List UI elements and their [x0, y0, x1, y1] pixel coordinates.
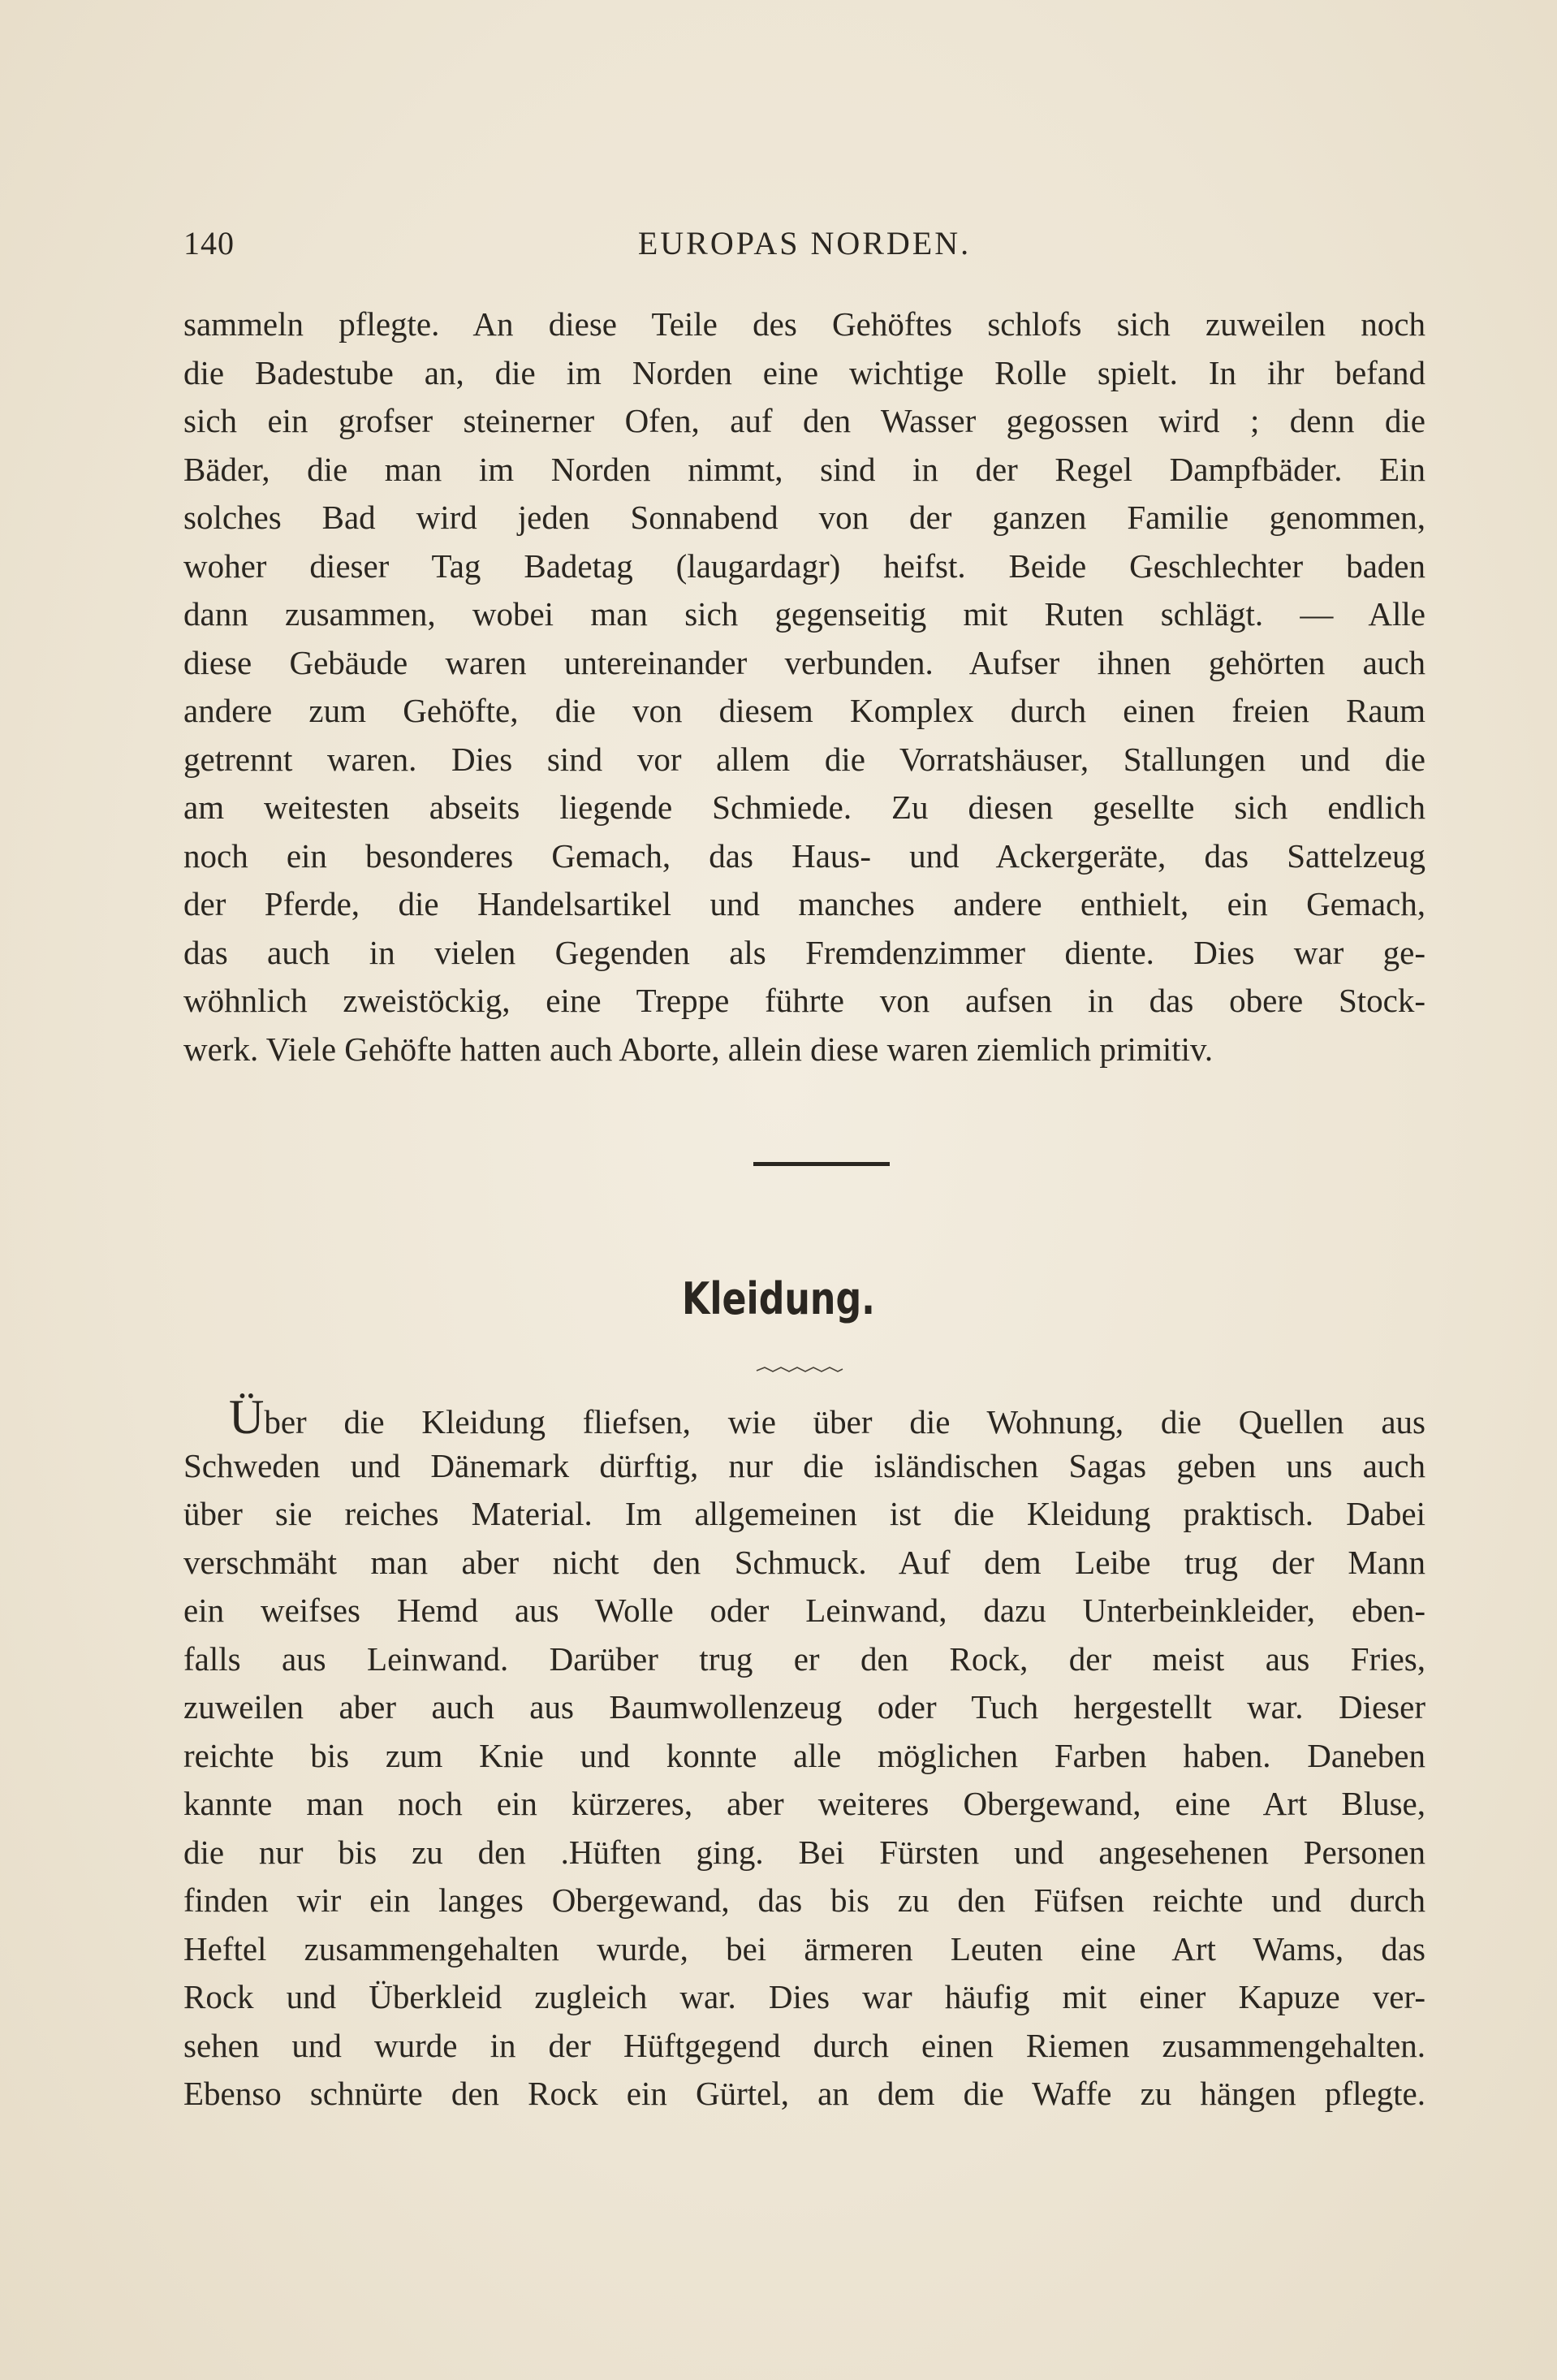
text-line: andere zum Gehöfte, die von diesem Komplex durch einen freien Raum — [183, 692, 1425, 729]
text-line: woher dieser Tag Badetag (laugardagr) heifst. Beide Geschlechter baden — [183, 546, 1425, 585]
page-number: 140 — [183, 225, 235, 261]
text-line — [183, 1390, 1425, 1444]
paragraph-badestube — [183, 300, 1425, 1073]
text-line: finden wir ein langes Obergewand, das bis zu den Füfsen reichte und durch — [183, 1881, 1425, 1919]
wavy-ornament-icon — [755, 1364, 844, 1376]
text-line: sehen und wurde in der Hüftgegend durch einen Riemen zusammengehalten. — [183, 2026, 1425, 2064]
text-line: Ebenso schnürte den Rock ein Gürtel, an dem die Waffe zu hängen pflegte. — [183, 2075, 1425, 2112]
text-line: falls aus Leinwand. Darüber trug er den Rock, der meist aus Fries, — [183, 1639, 1425, 1678]
running-title: EUROPAS NORDEN. — [637, 225, 972, 261]
text-line: Rock und Überkleid zugleich war. Dies war häufig mit einer Kapuze ver- — [183, 1978, 1425, 2015]
text-line: kannte man noch ein kürzeres, aber weiteres Obergewand, eine Art Bluse, — [183, 1785, 1425, 1822]
section-divider-rule — [753, 1162, 890, 1166]
text-line: das auch in vielen Gegenden als Fremdenzimmer diente. Dies war ge- — [183, 933, 1425, 971]
text-line: dann zusammen, wobei man sich gegenseitig mit Ruten schlägt. — Alle — [183, 595, 1425, 633]
text-line: sich ein grofser steinerner Ofen, auf den Wasser gegossen wird ; denn die — [183, 402, 1425, 439]
text-line: noch ein besonderes Gemach, das Haus- und Ackergeräte, das Sattelzeug — [183, 836, 1425, 875]
text-line: solches Bad wird jeden Sonnabend von der ganzen Familie genommen, — [183, 499, 1425, 536]
text-line: Schweden und Dänemark dürftig, nur die isländischen Sagas geben uns auch — [183, 1446, 1425, 1484]
text-line: am weitesten abseits liegende Schmiede. Zu diesen gesellte sich endlich — [183, 788, 1425, 826]
text-line: sammeln pflegte. An diese Teile des Gehöftes schlofs sich zuweilen noch — [183, 305, 1425, 343]
text-line: getrennt waren. Dies sind vor allem die Vorratshäuser, Stallungen und die — [183, 740, 1425, 778]
text-line-content: ber die Kleidung fliefsen, wie über die Wohnung, die Quellen aus — [264, 1403, 1425, 1441]
text-line: die Badestube an, die im Norden eine wichtige Rolle spielt. In ihr befand — [183, 353, 1425, 391]
text-line: ein weifses Hemd aus Wolle oder Leinwand, dazu Unterbeinkleider, eben- — [183, 1592, 1425, 1629]
text-line: zuweilen aber auch aus Baumwollenzeug oder Tuch hergestellt war. Dieser — [183, 1688, 1425, 1726]
text-line: diese Gebäude waren untereinander verbunden. Aufser ihnen gehörten auch — [183, 643, 1425, 681]
paragraph-kleidung — [183, 1390, 1425, 2119]
page-header — [183, 224, 1425, 265]
text-line: werk. Viele Gehöfte hatten auch Aborte, allein diese waren ziemlich primitiv. — [183, 1030, 1214, 1068]
text-line: der Pferde, die Handelsartikel und manches andere enthielt, ein Gemach, — [183, 885, 1425, 922]
text-line: die nur bis zu den .Hüften ging. Bei Fürsten und angesehenen Personen — [183, 1833, 1425, 1871]
text-line: Bäder, die man im Norden nimmt, sind in der Regel Dampfbäder. Ein — [183, 450, 1425, 488]
text-line: verschmäht man aber nicht den Schmuck. Auf dem Leibe trug der Mann — [183, 1543, 1425, 1581]
dropcap-letter: Ü — [229, 1390, 265, 1444]
text-line: über sie reiches Material. Im allgemeinen ist die Kleidung praktisch. Dabei — [183, 1495, 1425, 1532]
text-line: wöhnlich zweistöckig, eine Treppe führte von aufsen in das obere Stock- — [183, 982, 1425, 1019]
section-heading: Kleidung. — [682, 1273, 875, 1324]
text-line: Heftel zusammengehalten wurde, bei ärmeren Leuten eine Art Wams, das — [183, 1929, 1425, 1967]
text-line: reichte bis zum Knie und konnte alle möglichen Farben haben. Daneben — [183, 1736, 1425, 1774]
